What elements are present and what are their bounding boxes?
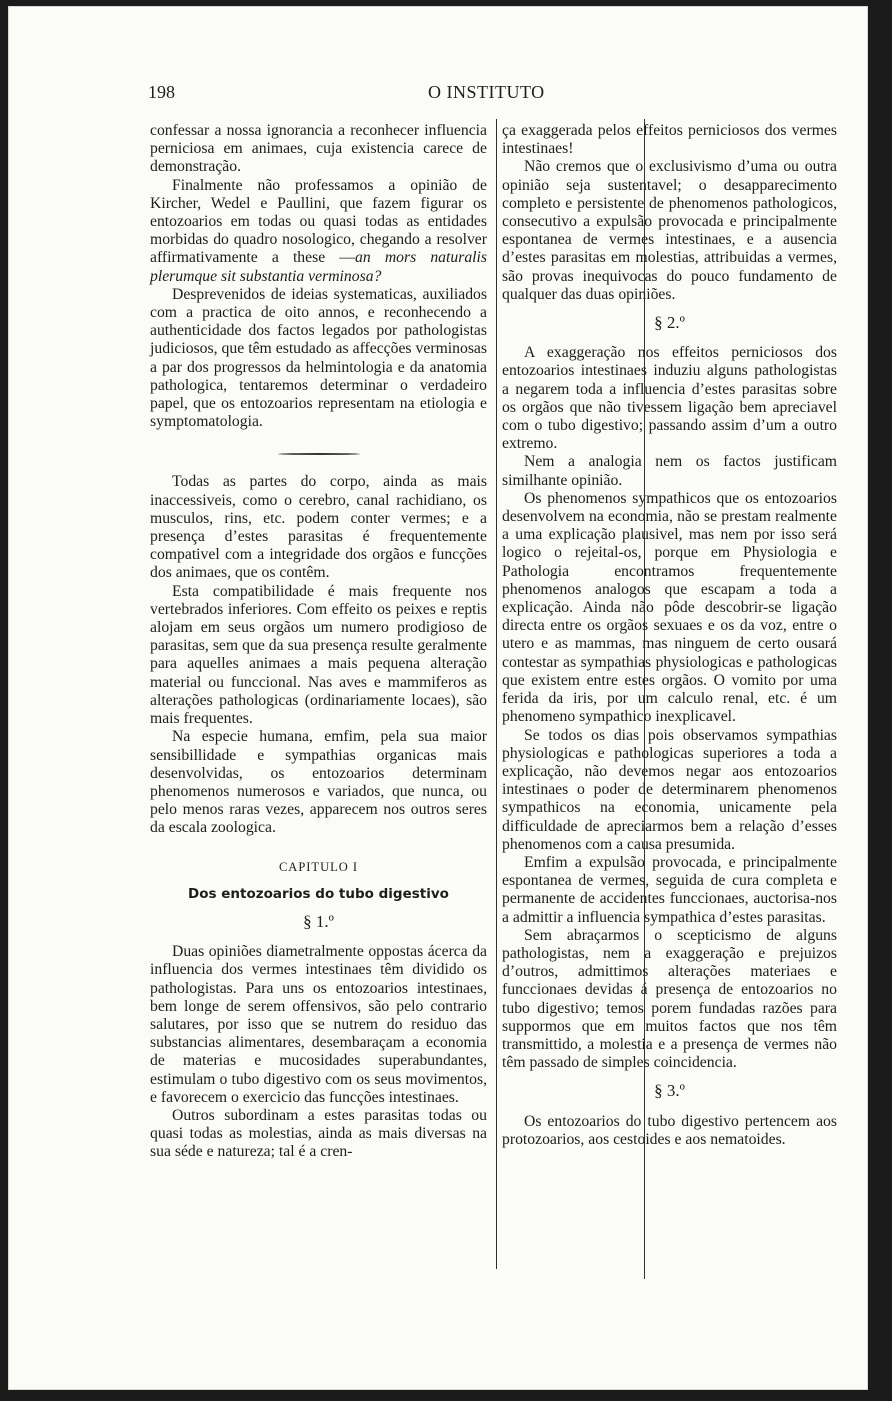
paragraph: confessar a nossa ignorancia a reconhecer influencia perniciosa em animaes, cuja existencia carece de demonstração. <box>150 122 487 176</box>
paragraph: ça exaggerada pelos effeitos perniciosos dos vermes intestinaes! <box>502 122 837 158</box>
paragraph: Outros subordinam a estes parasitas todas ou quasi todas as molestias, ainda as mais diversas na sua séde e natureza; tal é a cren- <box>150 1106 487 1161</box>
page-number: 198 <box>148 82 175 102</box>
section-heading: § 1.º <box>303 911 334 931</box>
running-title: O INSTITUTO <box>428 82 545 102</box>
paragraph: Duas opiniões diametralmente oppostas ácerca da influencia dos vermes intestinaes têm dividido os pathologistas. Para uns os entozoarios intestinaes, bem longe de serem offensivos, são pelo contrario salutares, por isso que se nutrem do residuo das substancias alimentares, desembaraçam a economia de materias e mucosidades superabundantes, estimulam o tubo digestivo com os seus movimentos, e favorecem o exercicio das funcções intestinaes. <box>150 943 487 1106</box>
paragraph: Todas as partes do corpo, ainda as mais inaccessiveis, como o cerebro, canal rachidiano, os musculos, rins, etc. podem conter vermes; e a presença d’estes parasitas é frequentemente compativel com a integridade dos orgãos e funcções dos animaes, que os contêm. <box>150 473 487 582</box>
section-heading: § 3.º <box>654 1081 685 1101</box>
running-header <box>148 82 838 108</box>
book-page <box>8 6 868 1390</box>
chapter-title: CAPITULO I <box>278 859 359 874</box>
paragraph: Finalmente não professamos a opinião de Kircher, Wedel e Paullini, que fazem figurar os entozoarios em todas ou quasi todas as entidades morbidas do quadro nosologico, chegando a resolver affirmativamente a these —an mors naturalis plerumque sit substantia verminosa? <box>150 176 487 285</box>
paragraph: Nem a analogia nem os factos justificam similhante opinião. <box>502 453 837 489</box>
paragraph: Sem abraçarmos o scepticismo de alguns pathologistas, nem a exaggeração e prejuizos d’outros, admittimos alterações materiaes e funccionaes devidas á presença de entozoarios no tubo digestivo; temos porem fundadas razões para suppormos que em muitos factos que nos têm transmittido, a molestia e a presença de vermes não têm passado de simples coincidencia. <box>502 926 837 1072</box>
left-column <box>150 122 487 1162</box>
right-column <box>502 122 837 1149</box>
paragraph: Desprevenidos de ideias systematicas, auxiliados com a practica de oito annos, e reconhecendo a authenticidade dos factos legados por pathologistas judiciosos, que têm estudado as affecções verminosas a par dos progressos da helmintologia e da anatomia pathologica, tentaremos determinar o verdadeiro papel, que os entozoarios representam na etiologia e symptomatologia. <box>150 285 487 431</box>
paragraph: Os phenomenos sympathicos que os entozoarios desenvolvem na economia, não se prestam realmente a uma explicação plausivel, mas nem por isso será logico o rejeital-os, porque em Physiologia e Pathologia encontramos frequentemente phenomenos analogos que escapam a toda a explicação. Ainda não pôde descobrir-se ligação directa entre os orgãos sexuaes e os da voz, entre o utero e as mammas, mas ninguem de certo ousará contestar as sympathias physiologicas e pathologicas que existem entre estes orgãos. O vomito por uma ferida da iris, por um calculo renal, etc. é um phenomeno sympathico inexplicavel. <box>502 489 837 726</box>
paragraph: Esta compatibilidade é mais frequente nos vertebrados inferiores. Com effeito os peixes e reptis alojam em seus orgãos um numero prodigioso de parasitas, sem que da sua presença resulte geralmente para aquelles animaes a mais pequena alteração material ou funccional. Nas aves e mammiferos as alterações pathologicas (ordinariamente locaes), são mais frequentes. <box>150 582 487 728</box>
section-separator <box>278 453 360 455</box>
latin-quote: an mors naturalis plerumque sit substantia verminosa? <box>150 249 487 285</box>
column-divider <box>496 119 497 1269</box>
chapter-subtitle: Dos entozoarios do tubo digestivo <box>188 885 449 902</box>
section-heading: § 2.º <box>654 313 685 333</box>
paragraph: Os entozoarios do tubo digestivo pertencem aos protozoarios, aos cestoides e aos nematoides. <box>502 1112 837 1148</box>
paragraph: Não cremos que o exclusivismo d’uma ou outra opinião seja sustentavel; o desapparecimento completo e persistente de phenomenos pathologicos, consecutivo a expulsão provocada e principalmente espontanea de vermes intestinaes, e a ausencia d’estes parasitas em molestias, attribuidas a vermes, são provas inequivocas do pouco fundamento de qualquer das duas opiniões. <box>502 158 837 303</box>
paragraph: A exaggeração nos effeitos perniciosos dos entozoarios intestinaes induziu alguns pathologistas a negarem toda a influencia d’estes parasitas sobre os orgãos que não tivessem ligação bem apreciavel com o tubo digestivo; passando assim d’um a outro extremo. <box>502 344 837 453</box>
paragraph: Se todos os dias pois observamos sympathias physiologicas e pathologicas superiores a toda a explicação, não devemos negar aos entozoarios intestinaes o poder de determinarem phenomenos sympathicos na economia, unicamente pela difficuldade de apreciarmos bem a relação d’esses phenomenos com a causa presumida. <box>502 726 837 853</box>
paragraph: Emfim a expulsão provocada, e principalmente espontanea de vermes, seguida de cura completa e permanente de accidentes funccionaes, auctorisa-nos a admittir a influencia sympathica d’estes parasitas. <box>502 853 837 926</box>
paragraph: Na especie humana, emfim, pela sua maior sensibillidade e sympathias organicas mais desenvolvidas, os entozoarios determinam phenomenos numerosos e variados, que nunca, ou pelo menos raras vezes, apparecem nos outros seres da escala zoologica. <box>150 728 487 837</box>
